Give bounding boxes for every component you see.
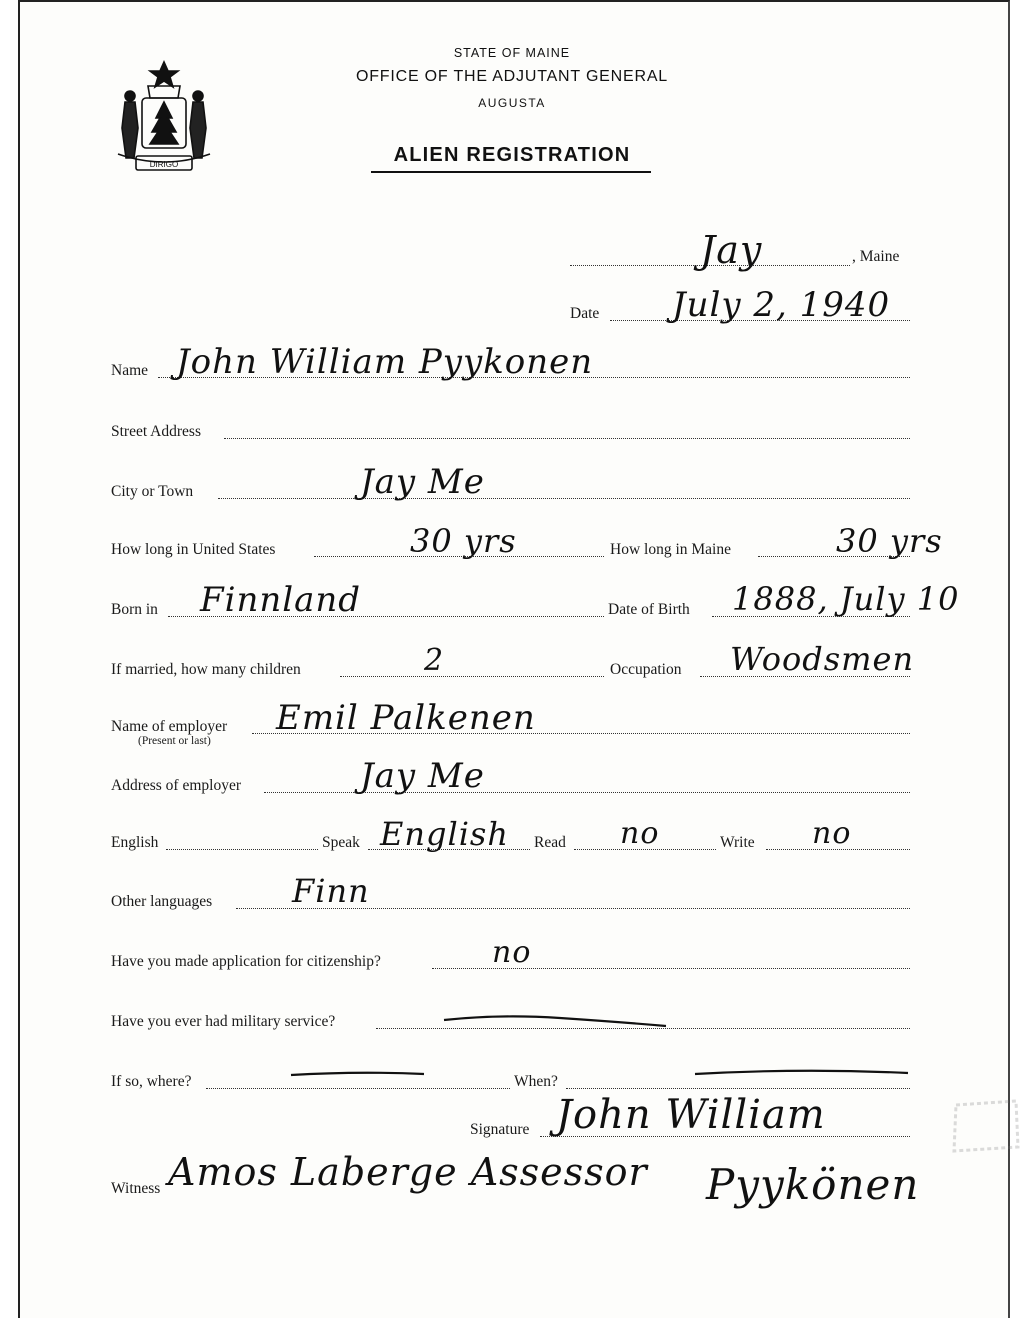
read-entry: no — [620, 816, 660, 851]
dob-entry: 1888, July 10 — [732, 580, 960, 618]
faint-stamp-mark — [950, 1095, 1022, 1155]
children-entry: 2 — [424, 643, 445, 678]
state-heading: STATE OF MAINE — [453, 46, 571, 60]
city-heading: AUGUSTA — [478, 96, 546, 110]
dob-label: Date of Birth — [608, 601, 690, 618]
occupation-entry: Woodsmen — [730, 640, 915, 678]
name-entry: John William Pyykonen — [176, 342, 594, 382]
children-label: If married, how many children — [111, 661, 301, 678]
where-label: If so, where? — [111, 1073, 192, 1090]
street-label: Street Address — [111, 423, 201, 440]
maine-duration-label: How long in Maine — [610, 541, 731, 558]
speak-label: Speak — [322, 834, 360, 851]
english-label: English — [111, 834, 159, 851]
signature-label: Signature — [470, 1121, 530, 1138]
street-line — [224, 438, 910, 439]
svg-text:DIRIGO: DIRIGO — [149, 160, 179, 169]
employer-note: (Present or last) — [138, 735, 211, 747]
military-label: Have you ever had military service? — [111, 1013, 336, 1030]
us-duration-label: How long in United States — [111, 541, 276, 558]
citizenship-entry: no — [492, 935, 532, 970]
speak-entry: English — [380, 815, 509, 853]
employer-address-entry: Jay Me — [360, 756, 485, 796]
signature-line1-entry: John William — [556, 1092, 826, 1138]
citizenship-label: Have you made application for citizenship? — [111, 953, 381, 970]
when-label: When? — [514, 1073, 558, 1090]
occupation-label: Occupation — [610, 661, 682, 678]
city-line — [218, 498, 910, 499]
maine-suffix: , Maine — [852, 248, 900, 265]
city-entry: Jay Me — [360, 462, 485, 502]
office-heading: OFFICE OF THE ADJUTANT GENERAL — [355, 68, 669, 85]
other-languages-entry: Finn — [292, 872, 370, 910]
page-title: ALIEN REGISTRATION — [393, 144, 631, 166]
date-label: Date — [570, 305, 600, 322]
name-label: Name — [111, 362, 149, 379]
employer-address-label: Address of employer — [111, 777, 241, 794]
title-underline — [371, 171, 651, 173]
english-line — [166, 849, 318, 850]
town-entry: Jay — [700, 228, 763, 272]
birthplace-entry: Finnland — [200, 580, 362, 620]
children-line — [340, 676, 604, 677]
birthplace-label: Born in — [111, 601, 158, 618]
when-dash-stroke — [692, 1066, 912, 1080]
write-entry: no — [812, 816, 852, 851]
witness-label: Witness — [111, 1180, 161, 1197]
when-line — [566, 1088, 910, 1089]
write-label: Write — [720, 834, 755, 851]
us-duration-entry: 30 yrs — [410, 522, 517, 560]
where-line — [206, 1088, 510, 1089]
maine-duration-entry: 30 yrs — [836, 522, 943, 560]
signature-line2-entry: Pyykönen — [706, 1160, 920, 1209]
military-dash-stroke — [440, 1012, 670, 1032]
where-dash-stroke — [288, 1068, 428, 1082]
city-label: City or Town — [111, 483, 194, 500]
witness-entry: Amos Laberge Assessor — [168, 1150, 648, 1194]
date-entry: July 2, 1940 — [672, 285, 891, 325]
employer-entry: Emil Palkenen — [276, 698, 536, 738]
other-languages-label: Other languages — [111, 893, 213, 910]
employer-label: Name of employer — [111, 718, 228, 735]
read-label: Read — [534, 834, 566, 851]
